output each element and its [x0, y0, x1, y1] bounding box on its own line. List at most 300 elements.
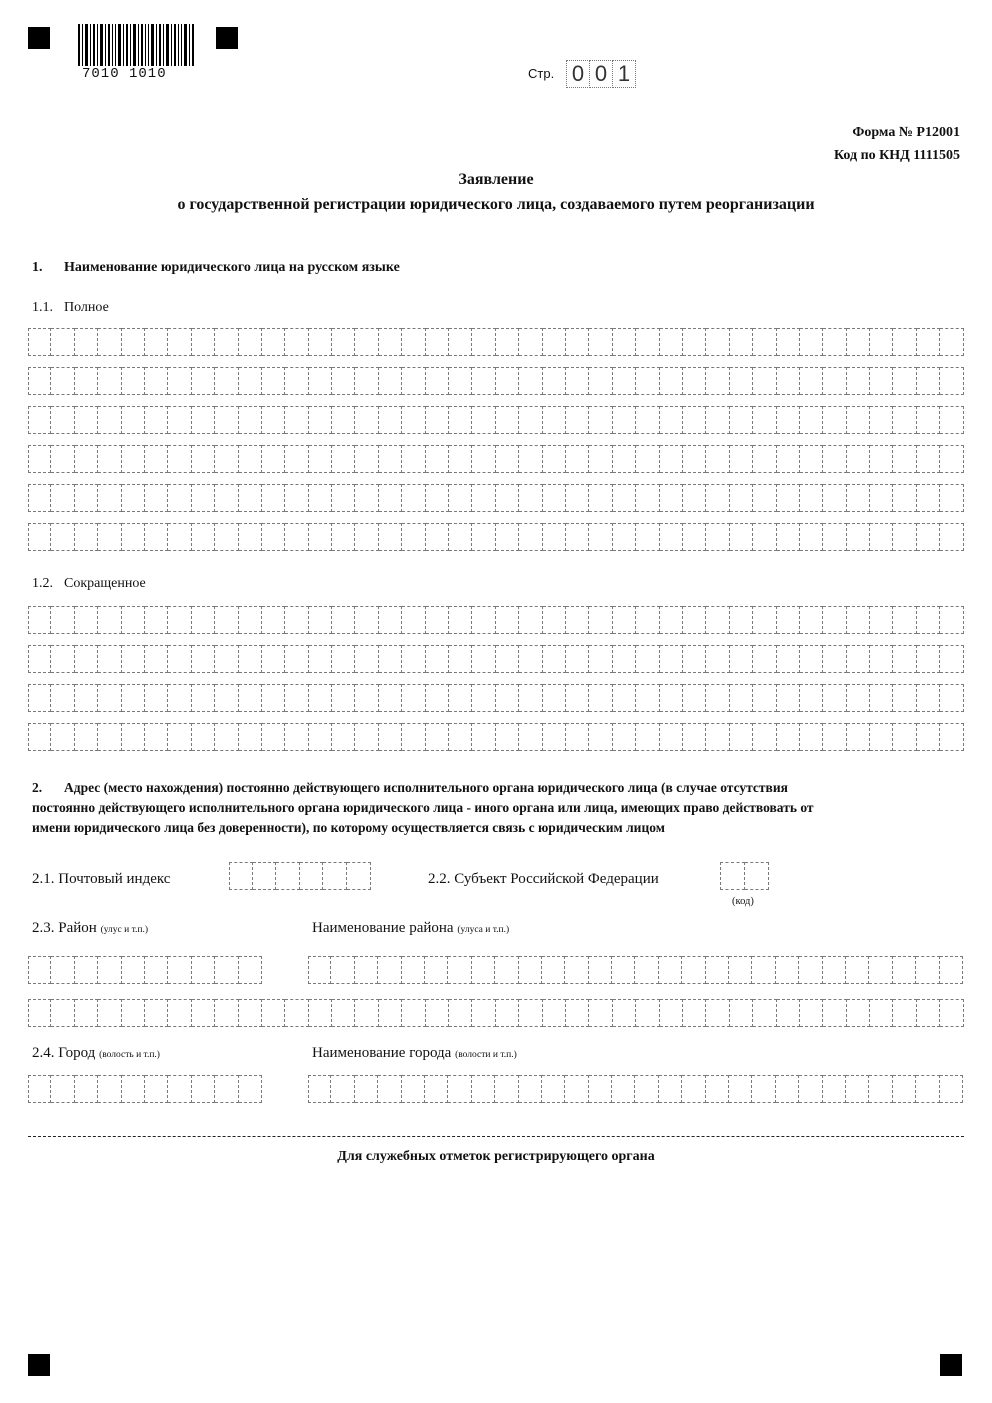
char-cell[interactable] — [28, 1075, 51, 1103]
full-name-row[interactable] — [28, 406, 964, 434]
subject-code-input[interactable] — [720, 862, 769, 890]
char-cell[interactable] — [800, 684, 823, 712]
char-cell[interactable] — [777, 684, 800, 712]
char-cell[interactable] — [496, 645, 519, 673]
char-cell[interactable] — [332, 684, 355, 712]
char-cell[interactable] — [472, 645, 495, 673]
char-cell[interactable] — [239, 723, 262, 751]
char-cell[interactable] — [215, 484, 238, 512]
char-cell[interactable] — [229, 862, 253, 890]
char-cell[interactable] — [660, 406, 683, 434]
char-cell[interactable] — [98, 645, 121, 673]
char-cell[interactable] — [940, 328, 963, 356]
char-cell[interactable] — [870, 445, 893, 473]
char-cell[interactable] — [566, 999, 589, 1027]
char-cell[interactable] — [565, 1075, 588, 1103]
char-cell[interactable] — [543, 606, 566, 634]
char-cell[interactable] — [98, 406, 121, 434]
char-cell[interactable] — [332, 445, 355, 473]
char-cell[interactable] — [472, 723, 495, 751]
char-cell[interactable] — [777, 523, 800, 551]
char-cell[interactable] — [635, 1075, 658, 1103]
char-cell[interactable] — [449, 606, 472, 634]
char-cell[interactable] — [683, 445, 706, 473]
char-cell[interactable] — [276, 862, 300, 890]
char-cell[interactable] — [331, 956, 354, 984]
char-cell[interactable] — [145, 445, 168, 473]
char-cell[interactable] — [426, 367, 449, 395]
char-cell[interactable] — [777, 484, 800, 512]
char-cell[interactable] — [75, 406, 98, 434]
char-cell[interactable] — [51, 999, 74, 1027]
char-cell[interactable] — [660, 367, 683, 395]
char-cell[interactable] — [168, 328, 191, 356]
char-cell[interactable] — [215, 367, 238, 395]
char-cell[interactable] — [940, 606, 963, 634]
char-cell[interactable] — [98, 445, 121, 473]
char-cell[interactable] — [870, 723, 893, 751]
char-cell[interactable] — [426, 684, 449, 712]
char-cell[interactable] — [426, 445, 449, 473]
char-cell[interactable] — [379, 684, 402, 712]
char-cell[interactable] — [309, 484, 332, 512]
char-cell[interactable] — [800, 523, 823, 551]
char-cell[interactable] — [589, 684, 612, 712]
char-cell[interactable] — [192, 445, 215, 473]
char-cell[interactable] — [355, 406, 378, 434]
char-cell[interactable] — [940, 1075, 963, 1103]
char-cell[interactable] — [402, 367, 425, 395]
char-cell[interactable] — [98, 956, 121, 984]
char-cell[interactable] — [332, 523, 355, 551]
char-cell[interactable] — [519, 606, 542, 634]
char-cell[interactable] — [378, 956, 401, 984]
char-cell[interactable] — [308, 956, 331, 984]
char-cell[interactable] — [98, 367, 121, 395]
char-cell[interactable] — [730, 684, 753, 712]
char-cell[interactable] — [753, 406, 776, 434]
char-cell[interactable] — [332, 645, 355, 673]
char-cell[interactable] — [495, 1075, 518, 1103]
char-cell[interactable] — [215, 956, 238, 984]
char-cell[interactable] — [379, 484, 402, 512]
char-cell[interactable] — [566, 445, 589, 473]
char-cell[interactable] — [870, 684, 893, 712]
short-name-row[interactable] — [28, 723, 964, 751]
char-cell[interactable] — [917, 523, 940, 551]
char-cell[interactable] — [168, 523, 191, 551]
char-cell[interactable] — [542, 956, 565, 984]
char-cell[interactable] — [448, 1075, 471, 1103]
char-cell[interactable] — [51, 956, 74, 984]
full-name-row[interactable] — [28, 367, 964, 395]
char-cell[interactable] — [75, 684, 98, 712]
char-cell[interactable] — [682, 956, 705, 984]
char-cell[interactable] — [472, 328, 495, 356]
char-cell[interactable] — [613, 445, 636, 473]
char-cell[interactable] — [519, 367, 542, 395]
char-cell[interactable] — [215, 445, 238, 473]
char-cell[interactable] — [145, 606, 168, 634]
char-cell[interactable] — [777, 606, 800, 634]
char-cell[interactable] — [917, 999, 940, 1027]
postal-index-input[interactable] — [229, 862, 371, 890]
char-cell[interactable] — [870, 999, 893, 1027]
char-cell[interactable] — [519, 723, 542, 751]
char-cell[interactable] — [355, 999, 378, 1027]
char-cell[interactable] — [846, 1075, 869, 1103]
char-cell[interactable] — [613, 999, 636, 1027]
char-cell[interactable] — [355, 1075, 378, 1103]
char-cell[interactable] — [122, 723, 145, 751]
char-cell[interactable] — [799, 1075, 822, 1103]
char-cell[interactable] — [355, 523, 378, 551]
char-cell[interactable] — [285, 367, 308, 395]
char-cell[interactable] — [472, 999, 495, 1027]
char-cell[interactable] — [215, 606, 238, 634]
char-cell[interactable] — [917, 367, 940, 395]
char-cell[interactable] — [706, 367, 729, 395]
char-cell[interactable] — [332, 484, 355, 512]
char-cell[interactable] — [800, 723, 823, 751]
char-cell[interactable] — [613, 406, 636, 434]
char-cell[interactable] — [51, 606, 74, 634]
char-cell[interactable] — [706, 999, 729, 1027]
char-cell[interactable] — [870, 645, 893, 673]
char-cell[interactable] — [940, 484, 963, 512]
char-cell[interactable] — [449, 328, 472, 356]
short-name-row[interactable] — [28, 684, 964, 712]
char-cell[interactable] — [192, 999, 215, 1027]
char-cell[interactable] — [122, 645, 145, 673]
char-cell[interactable] — [635, 956, 658, 984]
district-name-row[interactable] — [308, 956, 963, 984]
char-cell[interactable] — [612, 956, 635, 984]
full-name-row[interactable] — [28, 484, 964, 512]
char-cell[interactable] — [192, 606, 215, 634]
char-cell[interactable] — [332, 328, 355, 356]
char-cell[interactable] — [519, 956, 542, 984]
char-cell[interactable] — [613, 367, 636, 395]
char-cell[interactable] — [870, 484, 893, 512]
char-cell[interactable] — [917, 445, 940, 473]
char-cell[interactable] — [847, 484, 870, 512]
full-name-row[interactable] — [28, 328, 964, 356]
char-cell[interactable] — [472, 523, 495, 551]
char-cell[interactable] — [683, 684, 706, 712]
char-cell[interactable] — [449, 445, 472, 473]
char-cell[interactable] — [823, 445, 846, 473]
char-cell[interactable] — [566, 484, 589, 512]
char-cell[interactable] — [75, 1075, 98, 1103]
city-type-input[interactable] — [28, 1075, 262, 1103]
char-cell[interactable] — [683, 606, 706, 634]
char-cell[interactable] — [75, 484, 98, 512]
char-cell[interactable] — [660, 684, 683, 712]
char-cell[interactable] — [28, 999, 51, 1027]
char-cell[interactable] — [543, 645, 566, 673]
char-cell[interactable] — [917, 484, 940, 512]
char-cell[interactable] — [870, 406, 893, 434]
char-cell[interactable] — [496, 606, 519, 634]
char-cell[interactable] — [496, 328, 519, 356]
char-cell[interactable] — [145, 723, 168, 751]
char-cell[interactable] — [378, 1075, 401, 1103]
city-name-row[interactable] — [308, 1075, 963, 1103]
char-cell[interactable] — [332, 367, 355, 395]
char-cell[interactable] — [425, 956, 448, 984]
char-cell[interactable] — [168, 606, 191, 634]
char-cell[interactable] — [543, 406, 566, 434]
char-cell[interactable] — [192, 523, 215, 551]
char-cell[interactable] — [823, 406, 846, 434]
char-cell[interactable] — [239, 684, 262, 712]
char-cell[interactable] — [262, 523, 285, 551]
char-cell[interactable] — [262, 999, 285, 1027]
char-cell[interactable] — [940, 723, 963, 751]
full-name-row[interactable] — [28, 523, 964, 551]
char-cell[interactable] — [215, 645, 238, 673]
char-cell[interactable] — [122, 606, 145, 634]
char-cell[interactable] — [800, 367, 823, 395]
char-cell[interactable] — [355, 445, 378, 473]
char-cell[interactable] — [309, 523, 332, 551]
char-cell[interactable] — [28, 606, 51, 634]
char-cell[interactable] — [496, 999, 519, 1027]
char-cell[interactable] — [402, 723, 425, 751]
char-cell[interactable] — [823, 645, 846, 673]
char-cell[interactable] — [75, 999, 98, 1027]
char-cell[interactable] — [51, 406, 74, 434]
char-cell[interactable] — [683, 523, 706, 551]
char-cell[interactable] — [870, 328, 893, 356]
char-cell[interactable] — [800, 445, 823, 473]
char-cell[interactable] — [28, 723, 51, 751]
char-cell[interactable] — [519, 1075, 542, 1103]
char-cell[interactable] — [777, 723, 800, 751]
char-cell[interactable] — [800, 645, 823, 673]
char-cell[interactable] — [566, 606, 589, 634]
char-cell[interactable] — [122, 484, 145, 512]
char-cell[interactable] — [800, 999, 823, 1027]
char-cell[interactable] — [168, 723, 191, 751]
char-cell[interactable] — [472, 684, 495, 712]
char-cell[interactable] — [448, 956, 471, 984]
char-cell[interactable] — [683, 645, 706, 673]
char-cell[interactable] — [613, 723, 636, 751]
char-cell[interactable] — [730, 606, 753, 634]
char-cell[interactable] — [145, 684, 168, 712]
char-cell[interactable] — [753, 523, 776, 551]
char-cell[interactable] — [870, 523, 893, 551]
char-cell[interactable] — [426, 484, 449, 512]
char-cell[interactable] — [847, 684, 870, 712]
char-cell[interactable] — [402, 328, 425, 356]
char-cell[interactable] — [379, 328, 402, 356]
char-cell[interactable] — [215, 684, 238, 712]
char-cell[interactable] — [566, 328, 589, 356]
char-cell[interactable] — [823, 367, 846, 395]
char-cell[interactable] — [426, 406, 449, 434]
char-cell[interactable] — [75, 645, 98, 673]
char-cell[interactable] — [496, 723, 519, 751]
char-cell[interactable] — [379, 723, 402, 751]
char-cell[interactable] — [28, 406, 51, 434]
char-cell[interactable] — [309, 684, 332, 712]
char-cell[interactable] — [823, 684, 846, 712]
char-cell[interactable] — [28, 484, 51, 512]
char-cell[interactable] — [332, 999, 355, 1027]
char-cell[interactable] — [730, 523, 753, 551]
char-cell[interactable] — [636, 523, 659, 551]
char-cell[interactable] — [402, 684, 425, 712]
char-cell[interactable] — [519, 523, 542, 551]
char-cell[interactable] — [777, 999, 800, 1027]
char-cell[interactable] — [449, 999, 472, 1027]
char-cell[interactable] — [659, 1075, 682, 1103]
char-cell[interactable] — [168, 645, 191, 673]
char-cell[interactable] — [683, 484, 706, 512]
char-cell[interactable] — [239, 956, 262, 984]
char-cell[interactable] — [823, 956, 846, 984]
char-cell[interactable] — [402, 645, 425, 673]
char-cell[interactable] — [800, 406, 823, 434]
char-cell[interactable] — [660, 723, 683, 751]
char-cell[interactable] — [847, 999, 870, 1027]
char-cell[interactable] — [847, 523, 870, 551]
char-cell[interactable] — [916, 956, 939, 984]
char-cell[interactable] — [589, 523, 612, 551]
char-cell[interactable] — [28, 645, 51, 673]
char-cell[interactable] — [262, 367, 285, 395]
char-cell[interactable] — [613, 484, 636, 512]
char-cell[interactable] — [98, 1075, 121, 1103]
char-cell[interactable] — [472, 1075, 495, 1103]
char-cell[interactable] — [636, 367, 659, 395]
char-cell[interactable] — [285, 684, 308, 712]
char-cell[interactable] — [145, 523, 168, 551]
char-cell[interactable] — [589, 999, 612, 1027]
char-cell[interactable] — [192, 328, 215, 356]
char-cell[interactable] — [145, 999, 168, 1027]
char-cell[interactable] — [285, 328, 308, 356]
char-cell[interactable] — [917, 406, 940, 434]
char-cell[interactable] — [566, 684, 589, 712]
char-cell[interactable] — [51, 328, 74, 356]
char-cell[interactable] — [379, 999, 402, 1027]
char-cell[interactable] — [940, 684, 963, 712]
char-cell[interactable] — [262, 684, 285, 712]
char-cell[interactable] — [355, 723, 378, 751]
char-cell[interactable] — [729, 956, 752, 984]
char-cell[interactable] — [566, 723, 589, 751]
char-cell[interactable] — [543, 367, 566, 395]
char-cell[interactable] — [496, 367, 519, 395]
char-cell[interactable] — [613, 606, 636, 634]
char-cell[interactable] — [192, 484, 215, 512]
char-cell[interactable] — [847, 406, 870, 434]
char-cell[interactable] — [28, 445, 51, 473]
char-cell[interactable] — [566, 523, 589, 551]
char-cell[interactable] — [777, 445, 800, 473]
char-cell[interactable] — [613, 523, 636, 551]
char-cell[interactable] — [98, 606, 121, 634]
char-cell[interactable] — [425, 1075, 448, 1103]
char-cell[interactable] — [402, 523, 425, 551]
char-cell[interactable] — [449, 523, 472, 551]
char-cell[interactable] — [847, 367, 870, 395]
char-cell[interactable] — [543, 999, 566, 1027]
char-cell[interactable] — [309, 445, 332, 473]
char-cell[interactable] — [239, 406, 262, 434]
char-cell[interactable] — [753, 328, 776, 356]
char-cell[interactable] — [379, 523, 402, 551]
char-cell[interactable] — [870, 606, 893, 634]
char-cell[interactable] — [262, 406, 285, 434]
char-cell[interactable] — [472, 956, 495, 984]
char-cell[interactable] — [893, 406, 916, 434]
char-cell[interactable] — [75, 523, 98, 551]
char-cell[interactable] — [720, 862, 745, 890]
char-cell[interactable] — [426, 723, 449, 751]
char-cell[interactable] — [355, 645, 378, 673]
char-cell[interactable] — [402, 606, 425, 634]
char-cell[interactable] — [847, 645, 870, 673]
char-cell[interactable] — [379, 645, 402, 673]
char-cell[interactable] — [940, 999, 963, 1027]
char-cell[interactable] — [472, 606, 495, 634]
char-cell[interactable] — [940, 956, 963, 984]
char-cell[interactable] — [355, 484, 378, 512]
char-cell[interactable] — [823, 328, 846, 356]
char-cell[interactable] — [75, 328, 98, 356]
char-cell[interactable] — [519, 999, 542, 1027]
char-cell[interactable] — [239, 445, 262, 473]
char-cell[interactable] — [752, 1075, 775, 1103]
char-cell[interactable] — [706, 328, 729, 356]
char-cell[interactable] — [823, 999, 846, 1027]
char-cell[interactable] — [402, 956, 425, 984]
char-cell[interactable] — [98, 723, 121, 751]
char-cell[interactable] — [753, 484, 776, 512]
char-cell[interactable] — [589, 645, 612, 673]
char-cell[interactable] — [729, 1075, 752, 1103]
char-cell[interactable] — [98, 328, 121, 356]
char-cell[interactable] — [379, 606, 402, 634]
char-cell[interactable] — [331, 1075, 354, 1103]
char-cell[interactable] — [426, 645, 449, 673]
char-cell[interactable] — [239, 328, 262, 356]
char-cell[interactable] — [636, 723, 659, 751]
char-cell[interactable] — [168, 367, 191, 395]
char-cell[interactable] — [285, 645, 308, 673]
char-cell[interactable] — [309, 367, 332, 395]
short-name-row[interactable] — [28, 606, 964, 634]
short-name-row[interactable] — [28, 645, 964, 673]
char-cell[interactable] — [823, 1075, 846, 1103]
char-cell[interactable] — [893, 956, 916, 984]
char-cell[interactable] — [309, 406, 332, 434]
char-cell[interactable] — [379, 406, 402, 434]
char-cell[interactable] — [496, 445, 519, 473]
char-cell[interactable] — [449, 723, 472, 751]
char-cell[interactable] — [706, 684, 729, 712]
char-cell[interactable] — [799, 956, 822, 984]
char-cell[interactable] — [847, 723, 870, 751]
char-cell[interactable] — [753, 723, 776, 751]
char-cell[interactable] — [565, 956, 588, 984]
char-cell[interactable] — [682, 1075, 705, 1103]
